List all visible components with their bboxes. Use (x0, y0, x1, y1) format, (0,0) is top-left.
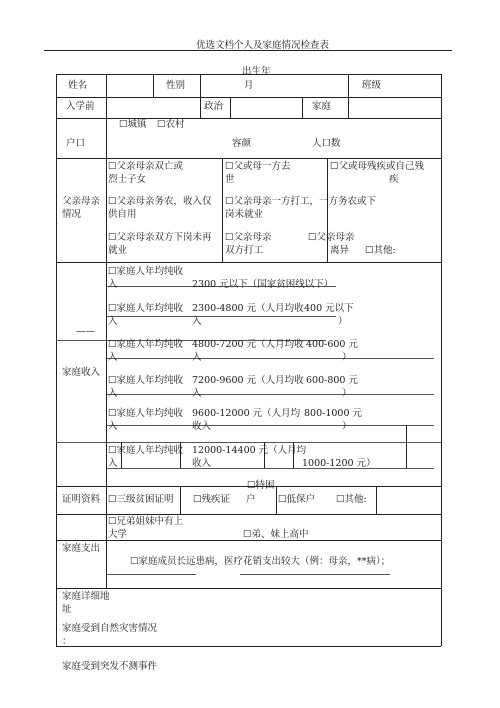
row-line (56, 262, 441, 263)
parents-option-farming-2: 供自用 (108, 209, 137, 220)
row-line (56, 514, 441, 515)
col-line (376, 486, 377, 514)
parents-label-2: 情况 (62, 209, 82, 220)
income-tier-1-range: 2300 元以下（国家贫困线以下） (192, 279, 334, 290)
name-label: 姓名 (68, 80, 88, 91)
col-line (180, 486, 181, 514)
income-tier-4-range: 7200-9600 元（人月均收 (192, 375, 304, 386)
cert-disability-b: 户 (246, 494, 256, 505)
income-sub-line (106, 358, 434, 359)
income-tier-3-monthly: 400-600 元 (306, 339, 358, 350)
political-label: 政治 (204, 101, 224, 112)
table-right-border (441, 74, 442, 646)
col-line (153, 74, 154, 97)
income-tier-3-b: 入 (108, 352, 118, 363)
income-tier-2-range: 2300-4800 元（人月均收 (192, 303, 304, 314)
parents-option-migrant[interactable]: ☐父亲母亲 (225, 232, 272, 243)
col-line (200, 97, 201, 118)
col-line (222, 158, 223, 262)
col-line (348, 97, 349, 118)
col-line (348, 74, 349, 97)
col-line (200, 74, 201, 97)
document-title: 优选文档个人及家庭情况检查表 (196, 40, 330, 51)
month-label: 月 (244, 80, 254, 91)
cert-special-hardship[interactable]: ☐特困 (247, 480, 275, 491)
parents-option-deceased-2: 烈士子女 (108, 174, 147, 185)
hukou-label: 户口 (66, 138, 86, 149)
parents-option-farming[interactable]: ☐父亲母亲务农，收入仅 (108, 196, 212, 207)
income-dash: —— (76, 326, 95, 337)
table-bottom-border (56, 646, 441, 647)
income-tier-4-monthly: 600-800 元 (306, 375, 358, 386)
income-tier-3-range: 4800-7200 元（人月均收 (192, 339, 304, 350)
disaster-colon: ： (62, 636, 72, 647)
urban-checkbox[interactable]: ☐城镇 (119, 119, 147, 130)
parents-option-disabled[interactable]: ☐父或母残疾或自己残 (330, 161, 425, 172)
label-column-line (106, 74, 107, 588)
address-label-2: 址 (62, 604, 72, 615)
cert-label: 证明资料 (62, 494, 101, 505)
income-sub-line (56, 442, 441, 443)
col-line (327, 158, 328, 262)
income-tier-2-f: ） (338, 316, 348, 327)
parents-option-disabled-2: 疾 (389, 174, 399, 185)
parents-option-divorced[interactable]: ☐父亲母亲 (308, 232, 355, 243)
parents-option-laid-off[interactable]: ☐父亲母亲双方下岗未再 (108, 232, 212, 243)
income-tier-2[interactable]: ☐家庭人年均纯收 (108, 303, 184, 314)
rural-checkbox[interactable]: ☐农村 (157, 119, 185, 130)
income-tier-1[interactable]: ☐家庭人年均纯收 (108, 266, 184, 277)
enroll-label: 入学前 (66, 101, 95, 112)
income-tier-2-e: 入 (192, 316, 202, 327)
disaster-label: 家庭受到自然灾害情况 (62, 623, 158, 634)
parents-option-deceased[interactable]: ☐父亲母亲双亡或 (108, 161, 184, 172)
income-sub-line (106, 316, 336, 317)
population-label: 人口数 (312, 138, 341, 149)
address-label: 家庭详细地 (62, 591, 110, 602)
row-line (56, 588, 441, 589)
income-tier-4-b: 入 (108, 388, 118, 399)
row-line (56, 118, 441, 119)
expense-sub-line (106, 574, 196, 575)
income-tier-5-e: 收入 (192, 421, 212, 432)
income-tier-5-monthly: 800-1000 元 (304, 408, 363, 419)
income-tier-6-d: 收入 (192, 458, 212, 469)
income-tier-6-b: 入 (108, 458, 118, 469)
expense-sub-line (240, 574, 390, 575)
col-line (302, 97, 303, 118)
parents-option-divorced-2: 离异 (330, 245, 350, 256)
income-tier-6-range: 12000-14400 元（人月均 (192, 445, 307, 456)
income-sub-line (106, 468, 434, 469)
sibling-high-school[interactable]: ☐弟、妹上高中 (243, 529, 309, 540)
income-tier-3[interactable]: ☐家庭人年均纯收 (108, 339, 184, 350)
income-sub-line (106, 394, 434, 395)
gender-label: 性别 (166, 80, 186, 91)
income-sub-line (106, 425, 434, 426)
cert-poverty[interactable]: ☐三级贫困证明 (108, 494, 174, 505)
cert-low-income[interactable]: ☐低保户 (278, 494, 316, 505)
income-tier-5[interactable]: ☐家庭人年均纯收 (108, 408, 184, 419)
income-tier-4-f: ） (342, 388, 352, 399)
income-tier-3-f: ） (342, 352, 352, 363)
income-tier-2-b: 入 (108, 316, 118, 327)
parents-option-other[interactable]: ☐其他: (365, 245, 396, 256)
parents-option-laid-off-2: 就业 (108, 245, 128, 256)
expense-illness[interactable]: ☐家庭成员长远患病，医疗花销支出较大（例：母亲，**病）； (130, 556, 391, 567)
parents-option-one-deceased-2: 世 (225, 174, 235, 185)
income-tier-2-monthly: 400 元以下 (304, 303, 354, 314)
income-label: 家庭收入 (62, 367, 101, 378)
income-tier-1-b: 入 (108, 279, 118, 290)
income-tier-4[interactable]: ☐家庭人年均纯收 (108, 375, 184, 386)
parents-label: 父亲母亲 (62, 196, 101, 207)
appearance-label: 容颜 (232, 138, 252, 149)
cert-other[interactable]: ☐其他: (336, 494, 367, 505)
income-tier-5-range: 9600-12000 元（人月均 (192, 408, 301, 419)
row-line (56, 97, 441, 98)
parents-option-one-deceased[interactable]: ☐父或母一方去 (225, 161, 291, 172)
income-tier-6-monthly: 1000-1200 元） (302, 458, 376, 469)
parents-option-mixed[interactable]: ☐父亲母亲一方打工，一方务农或下 (225, 196, 377, 207)
col-line (230, 97, 231, 118)
class-label: 班级 (362, 80, 382, 91)
table-left-border (56, 74, 57, 646)
col-line (406, 425, 407, 468)
income-tier-3-e: 入 (192, 352, 202, 363)
sibling-college-2: 大学 (108, 529, 128, 540)
expense-label: 家庭支出 (62, 543, 101, 554)
col-line (276, 486, 277, 514)
birth-year-label: 出生年 (242, 66, 271, 77)
row-line (56, 158, 441, 159)
income-tier-4-e: 入 (192, 388, 202, 399)
sibling-college[interactable]: ☐兄弟姐妹中有上 (108, 516, 184, 527)
accident-label: 家庭受到突发不测事件 (62, 661, 158, 672)
income-tier-5-b: 入 (108, 421, 118, 432)
family-label: 家庭 (312, 101, 332, 112)
parents-option-mixed-2: 岗未就业 (225, 209, 264, 220)
income-tier-5-f: ） (342, 421, 352, 432)
parents-option-migrant-2: 双方打工 (225, 245, 264, 256)
income-tier-6[interactable]: ☐家庭人年均纯收 (108, 445, 184, 456)
cert-disability[interactable]: ☐残疾证 (193, 494, 231, 505)
